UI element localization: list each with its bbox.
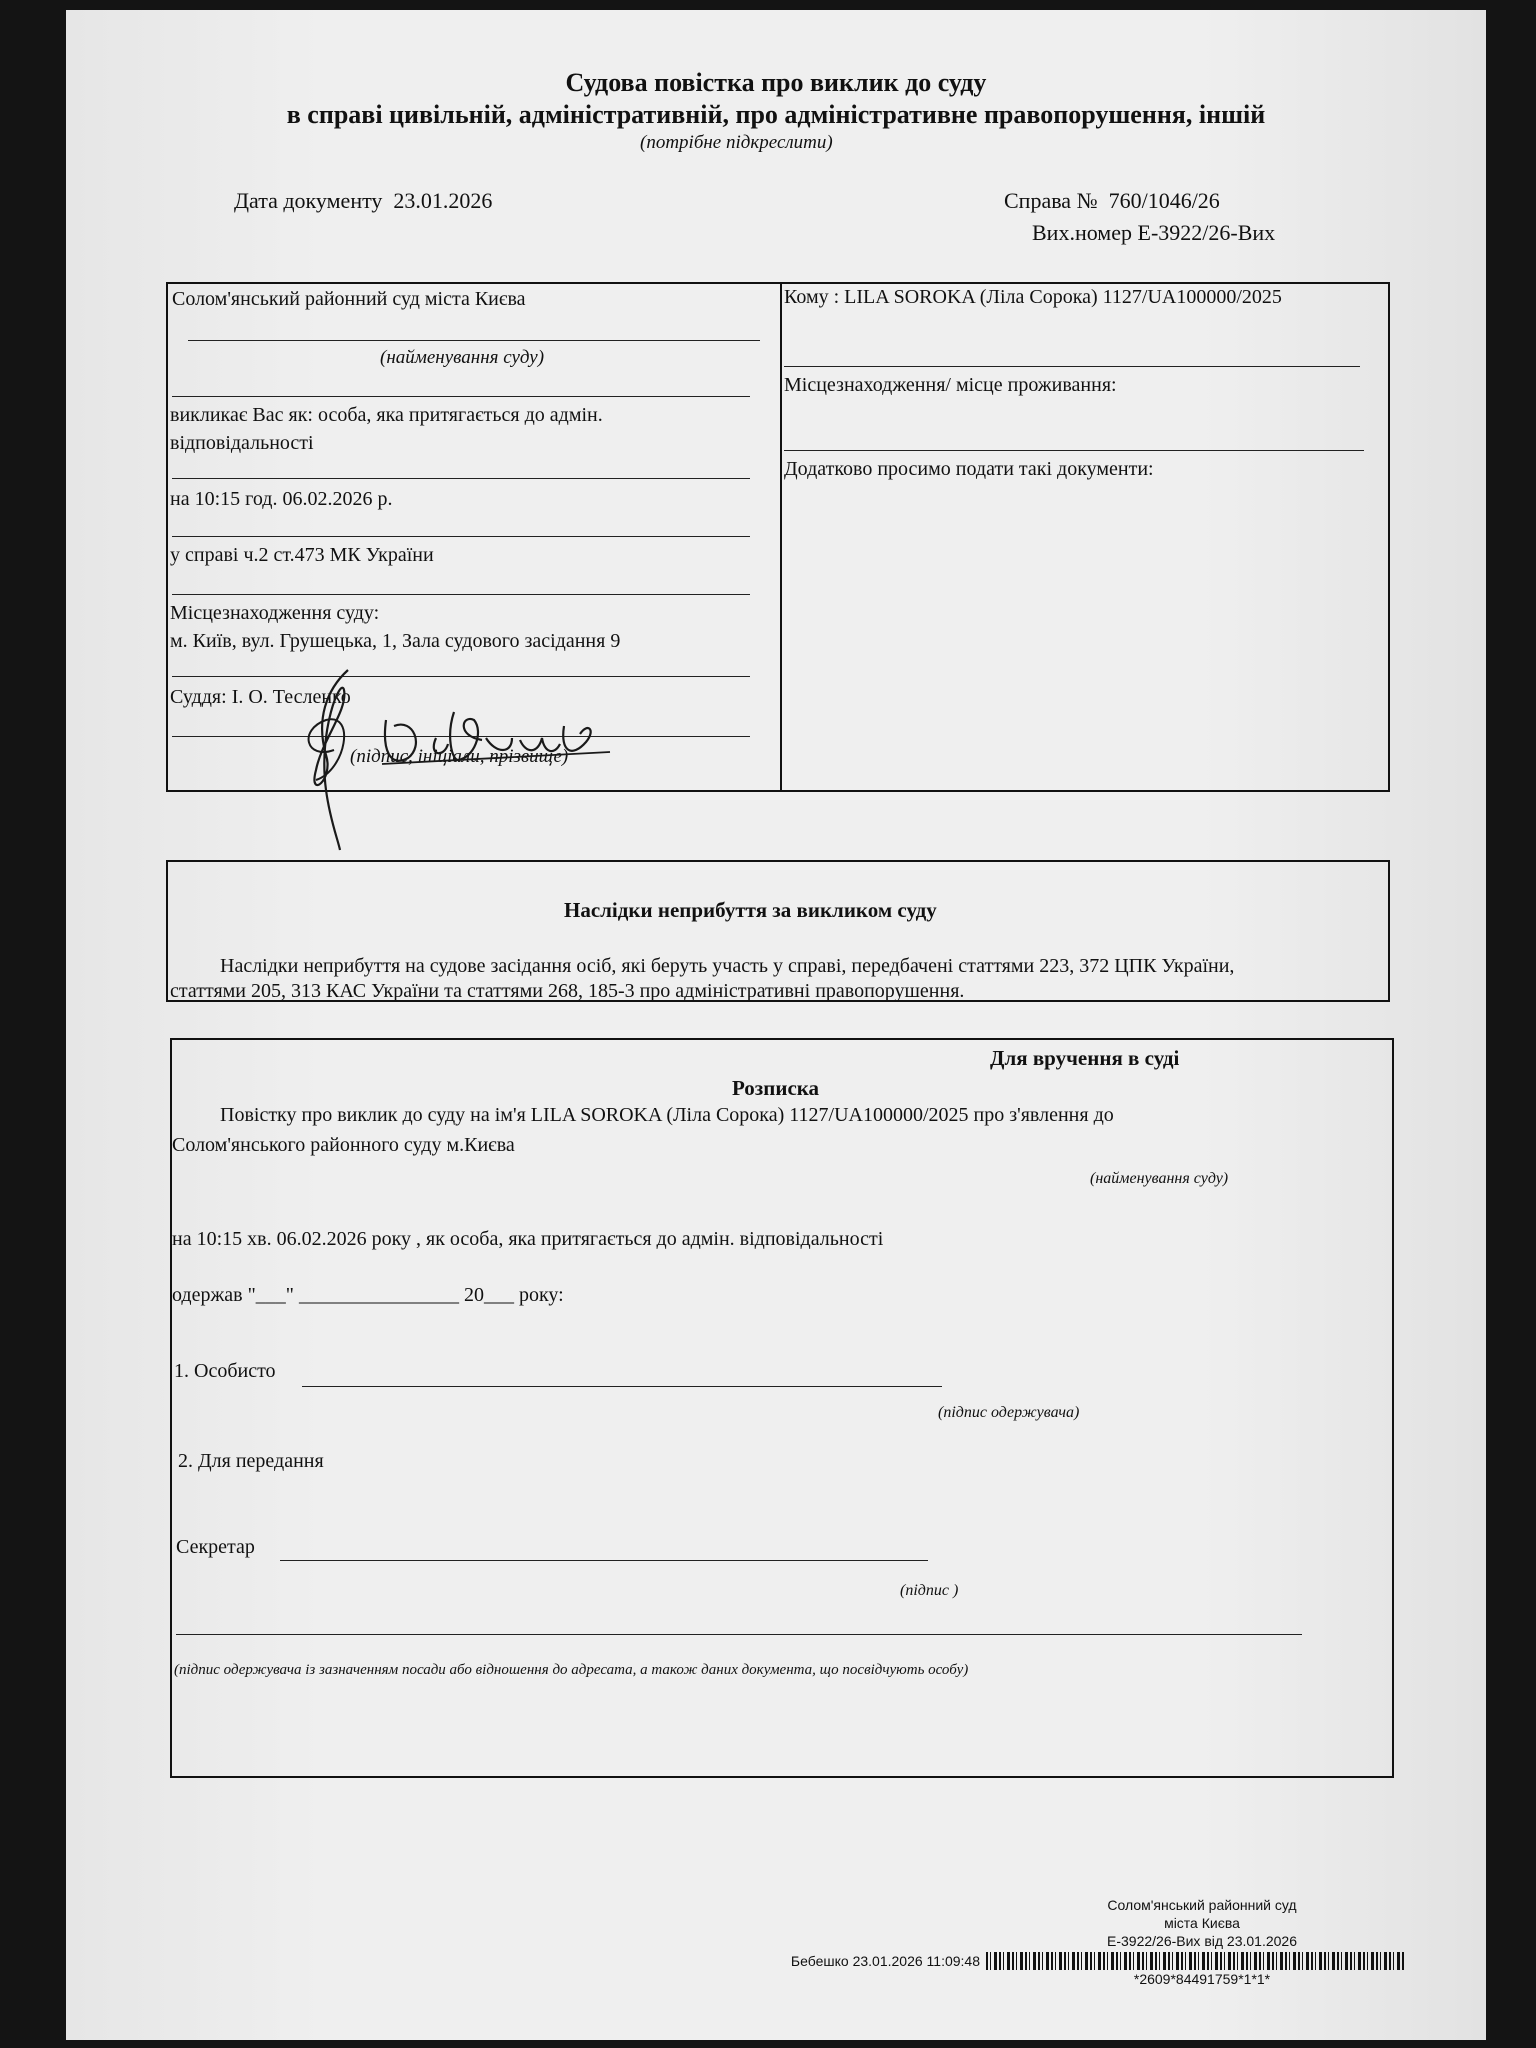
for-court-delivery: Для вручення в суді — [990, 1046, 1180, 1070]
receipt-time-line: на 10:15 хв. 06.02.2026 року , як особа, яка притягається до адмін. відповідальності — [172, 1228, 884, 1250]
barcode-icon — [986, 1952, 1406, 1970]
receipt-line2: Солом'янського районного суду м.Києва — [172, 1134, 515, 1156]
addressee: Кому : LILA SOROKA (Ліла Сорока) 1127/UA100000/2025 — [784, 286, 1282, 308]
secretary-label: Секретар — [176, 1536, 255, 1558]
receipt-line1: Повістку про виклик до суду на ім'я LILA SOROKA (Ліла Сорока) 1127/UA100000/2025 про з'явлення до — [220, 1104, 1114, 1126]
rule — [280, 1560, 928, 1561]
stamp-ref: Е-3922/26-Вих від 23.01.2026 — [1107, 1933, 1297, 1949]
stamp-court: Солом'янський районний суд — [1107, 1897, 1297, 1913]
court-location-label: Місцезнаходження суду: — [170, 602, 380, 624]
rule — [172, 594, 750, 595]
for-transfer-label: 2. Для передання — [178, 1450, 324, 1472]
court-location: м. Київ, вул. Грушецька, 1, Зала судового засідання 9 — [170, 630, 621, 652]
outgoing-number: Вих.номер Е-3922/26-Вих — [1032, 220, 1276, 245]
summons-document — [66, 10, 1486, 2040]
stamp-city: міста Києва — [1164, 1915, 1240, 1931]
court-name: Солом'янський районний суд міста Києва — [172, 288, 526, 310]
personally-label: 1. Особисто — [174, 1360, 276, 1382]
document-title-line2: в справі цивільній, адміністративній, про адміністративне правопорушення, іншій — [286, 100, 1266, 129]
rule — [784, 366, 1360, 367]
rule — [172, 536, 750, 537]
rule — [302, 1386, 942, 1387]
receipt-footer-hint: (підпис одержувача із зазначенням посади або відношення до адресата, а також даних документа, що посвідчують особу) — [174, 1662, 969, 1678]
secretary-hint: (підпис ) — [900, 1582, 959, 1599]
rule — [176, 1634, 1302, 1635]
personally-hint: (підпис одержувача) — [938, 1404, 1080, 1421]
rule — [188, 340, 760, 341]
summons-as: викликає Вас як: особа, яка притягається до адмін. — [170, 404, 603, 426]
rule — [172, 396, 750, 397]
consequences-heading: Наслідки неприбуття за викликом суду — [564, 898, 937, 922]
consequences-text-line1: Наслідки неприбуття на судове засідання осіб, які беруть участь у справі, передбачені статтями 223, 372 ЦПК України, — [220, 955, 1235, 977]
received-date-line: одержав "___" ________________ 20___ року: — [172, 1284, 564, 1306]
case-number: Справа № 760/1046/26 — [1004, 188, 1220, 213]
consequences-text-line2: статтями 205, 313 КАС України та статтями 268, 185-3 про адміністративні правопорушення. — [170, 980, 965, 1002]
judge-signature-icon — [286, 660, 616, 860]
stamp-operator: Бебешко 23.01.2026 11:09:48 — [790, 1953, 980, 1969]
judge: Суддя: І. О. Тесленко — [170, 686, 351, 708]
title-hint: (потрібне підкреслити) — [640, 132, 833, 153]
rule — [172, 478, 750, 479]
documents-label: Додатково просимо подати такі документи: — [784, 458, 1154, 480]
case-article: у справі ч.2 ст.473 МК України — [170, 544, 434, 566]
barcode-text: *2609*84491759*1*1* — [1133, 1971, 1271, 1987]
rule — [784, 450, 1364, 451]
document-title-line1: Судова повістка про виклик до суду — [565, 68, 987, 97]
document-date: Дата документу 23.01.2026 — [234, 188, 493, 213]
court-name-hint: (найменування суду) — [380, 347, 545, 368]
summons-box-divider — [780, 282, 782, 792]
receipt-court-hint: (найменування суду) — [1090, 1170, 1229, 1187]
residence-label: Місцезнаходження/ місце проживання: — [784, 374, 1117, 396]
summons-as-cont: відповідальності — [170, 432, 314, 454]
receipt-heading: Розписка — [732, 1076, 820, 1100]
hearing-time: на 10:15 год. 06.02.2026 р. — [170, 488, 393, 510]
signature-hint: (підпис, ініціали, прізвище) — [350, 746, 569, 767]
